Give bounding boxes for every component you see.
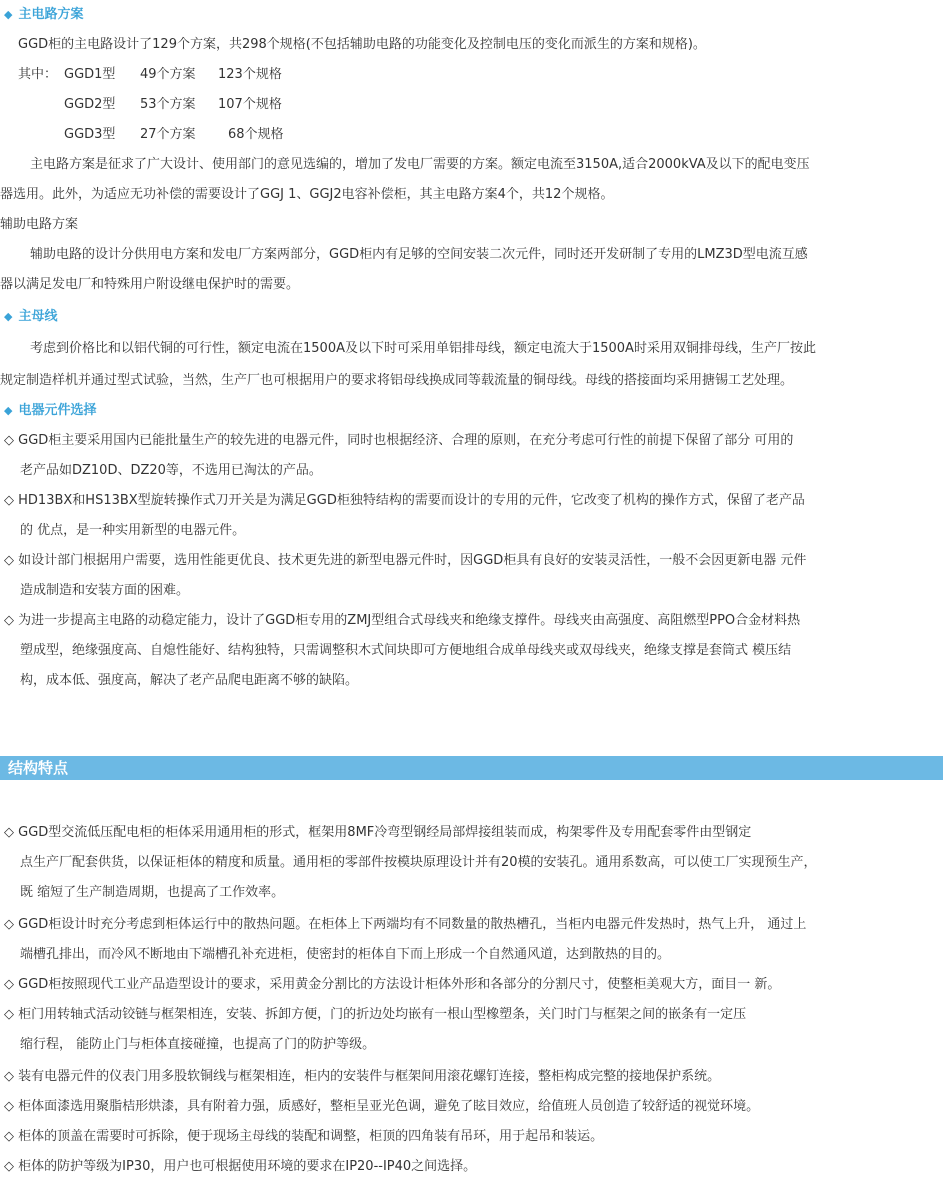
list-item: ◇ GGD型交流低压配电柜的柜体采用通用柜的形式，框架用8MF冷弯型钢经局部焊接组装而成，构架零件及专用配套零件由型钢定	[4, 825, 752, 840]
scheme-model: GGD1型	[64, 67, 116, 82]
paragraph-main-circuit-line1: 主电路方案是征求了广大设计、使用部门的意见选编的，增加了发电厂需要的方案。额定电流至3150A,适合2000kVA及以下的配电变压	[30, 157, 810, 172]
filled-diamond-icon: ◆	[4, 404, 13, 417]
heading-main-busbar: ◆ 主母线	[4, 309, 58, 324]
list-item-continuation: 缩行程， 能防止门与柜体直接碰撞，也提高了门的防护等级。	[20, 1037, 376, 1052]
list-item-continuation: 造成制造和安装方面的困难。	[20, 583, 190, 598]
filled-diamond-icon: ◆	[4, 310, 13, 323]
filled-diamond-icon: ◆	[4, 8, 13, 21]
list-item: ◇ GGD柜设计时充分考虑到柜体运行中的散热问题。在柜体上下两端均有不同数量的散热槽孔，当柜内电器元件发热时，热气上升， 通过上	[4, 917, 807, 932]
list-item-continuation: 端槽孔排出，而冷风不断地由下端槽孔补充进柜，使密封的柜体自下而上形成一个自然通风道，达到散热的目的。	[20, 947, 671, 962]
paragraph-aux-line2: 器以满足发电厂和特殊用户附设继电保护时的需要。	[0, 277, 300, 292]
heading-component-selection: ◆ 电器元件选择	[4, 403, 97, 418]
hollow-diamond-icon: ◇	[4, 1159, 19, 1174]
hollow-diamond-icon: ◇	[4, 1129, 19, 1144]
paragraph-aux-line1: 辅助电路的设计分供用电方案和发电厂方案两部分，GGD柜内有足够的空间安装二次元件，同时还开发研制了专用的LMZ3D型电流互感	[30, 247, 808, 262]
hollow-diamond-icon: ◇	[4, 433, 19, 448]
scheme-row-1	[18, 60, 282, 90]
list-item: ◇ 柜门用转轴式活动铰链与框架相连，安装、拆卸方便，门的折边处均嵌有一根山型橡塑条，关门时门与框架之间的嵌条有一定压	[4, 1007, 747, 1022]
hollow-diamond-icon: ◇	[4, 613, 19, 628]
banner-title: 结构特点	[8, 759, 69, 777]
subheading-aux-circuit: 辅助电路方案	[0, 217, 79, 232]
list-item-continuation: 老产品如DZ10D、DZ20等，不选用已淘汰的产品。	[20, 463, 322, 478]
list-item: ◇ GGD柜主要采用国内已能批量生产的较先进的电器元件，同时也根据经济、合理的原则，在充分考虑可行性的前提下保留了部分 可用的	[4, 433, 794, 448]
list-item: ◇ GGD柜按照现代工业产品造型设计的要求，采用黄金分割比的方法设计柜体外形和各部分的分割尺寸，使整柜美观大方，面目一 新。	[4, 977, 781, 992]
scheme-count: 27个方案	[140, 127, 196, 142]
paragraph-busbar-line1: 考虑到价格比和以铝代铜的可行性，额定电流在1500A及以下时可采用单铝排母线，额定电流大于1500A时采用双铜排母线，生产厂按此	[30, 341, 816, 356]
hollow-diamond-icon: ◇	[4, 493, 19, 508]
scheme-count: 49个方案	[140, 67, 196, 82]
spec-count: 123个规格	[218, 67, 282, 82]
list-item: ◇ HD13BX和HS13BX型旋转操作式刀开关是为满足GGD柜独特结构的需要而设计的专用的元件，它改变了机构的操作方式，保留了老产品	[4, 493, 805, 508]
list-item: ◇ 柜体面漆选用聚脂桔形烘漆，具有附着力强，质感好，整柜呈亚光色调，避免了眩目效应，给值班人员创造了较舒适的视觉环境。	[4, 1099, 760, 1114]
scheme-model: GGD2型	[64, 97, 116, 112]
list-item-continuation: 构，成本低、强度高，解决了老产品爬电距离不够的缺陷。	[20, 673, 359, 688]
hollow-diamond-icon: ◇	[4, 553, 19, 568]
spec-count: 107个规格	[218, 97, 282, 112]
hollow-diamond-icon: ◇	[4, 825, 19, 840]
hollow-diamond-icon: ◇	[4, 1099, 19, 1114]
hollow-diamond-icon: ◇	[4, 1007, 19, 1022]
section-banner	[0, 756, 943, 780]
paragraph-main-circuit-line2: 器选用。此外，为适应无功补偿的需要设计了GGJ 1、GGJ2电容补偿柜，其主电路方案4个，共12个规格。	[0, 187, 614, 202]
list-item: ◇ 装有电器元件的仪表门用多股软铜线与框架相连，柜内的安装件与框架间用滚花螺钉连接，整柜构成完整的接地保护系统。	[4, 1069, 721, 1084]
list-item: ◇ 柜体的顶盖在需要时可拆除，便于现场主母线的装配和调整，柜顶的四角装有吊环，用于起吊和装运。	[4, 1129, 604, 1144]
paragraph-main-circuit-intro: GGD柜的主电路设计了129个方案，共298个规格(不包括辅助电路的功能变化及控制电压的变化而派生的方案和规格)。	[18, 37, 706, 52]
list-item: ◇ 如设计部门根据用户需要，选用性能更优良、技术更先进的新型电器元件时，因GGD柜具有良好的安装灵活性，一般不会因更新电器 元件	[4, 553, 807, 568]
spec-count: 68个规格	[228, 127, 284, 142]
hollow-diamond-icon: ◇	[4, 1069, 19, 1084]
list-item: ◇ 柜体的防护等级为IP30，用户也可根据使用环境的要求在IP20--IP40之间选择。	[4, 1159, 477, 1174]
list-item-continuation: 塑成型，绝缘强度高、自熄性能好、结构独特，只需调整积木式间块即可方便地组合成单母线夹或双母线夹，绝缘支撑是套筒式 模压结	[20, 643, 792, 658]
scheme-model: GGD3型	[64, 127, 116, 142]
hollow-diamond-icon: ◇	[4, 977, 19, 992]
hollow-diamond-icon: ◇	[4, 917, 19, 932]
list-item: ◇ 为进一步提高主电路的动稳定能力，设计了GGD柜专用的ZMJ型组合式母线夹和绝缘支撑件。母线夹由高强度、高阻燃型PPO合金材料热	[4, 613, 801, 628]
scheme-prefix: 其中：	[18, 67, 58, 82]
list-item-continuation: 点生产厂配套供货，以保证柜体的精度和质量。通用柜的零部件按模块原理设计并有20模的安装孔。通用系数高，可以使工厂实现预生产，	[20, 855, 817, 870]
paragraph-busbar-line2: 规定制造样机并通过型式试验，当然，生产厂也可根据用户的要求将铝母线换成同等载流量的铜母线。母线的搭接面均采用搪锡工艺处理。	[0, 373, 794, 388]
list-item-continuation: 的 优点，是一种实用新型的电器元件。	[20, 523, 246, 538]
heading-main-circuit: ◆ 主电路方案	[4, 7, 84, 22]
list-item-continuation: 既 缩短了生产制造周期，也提高了工作效率。	[20, 885, 285, 900]
scheme-count: 53个方案	[140, 97, 196, 112]
